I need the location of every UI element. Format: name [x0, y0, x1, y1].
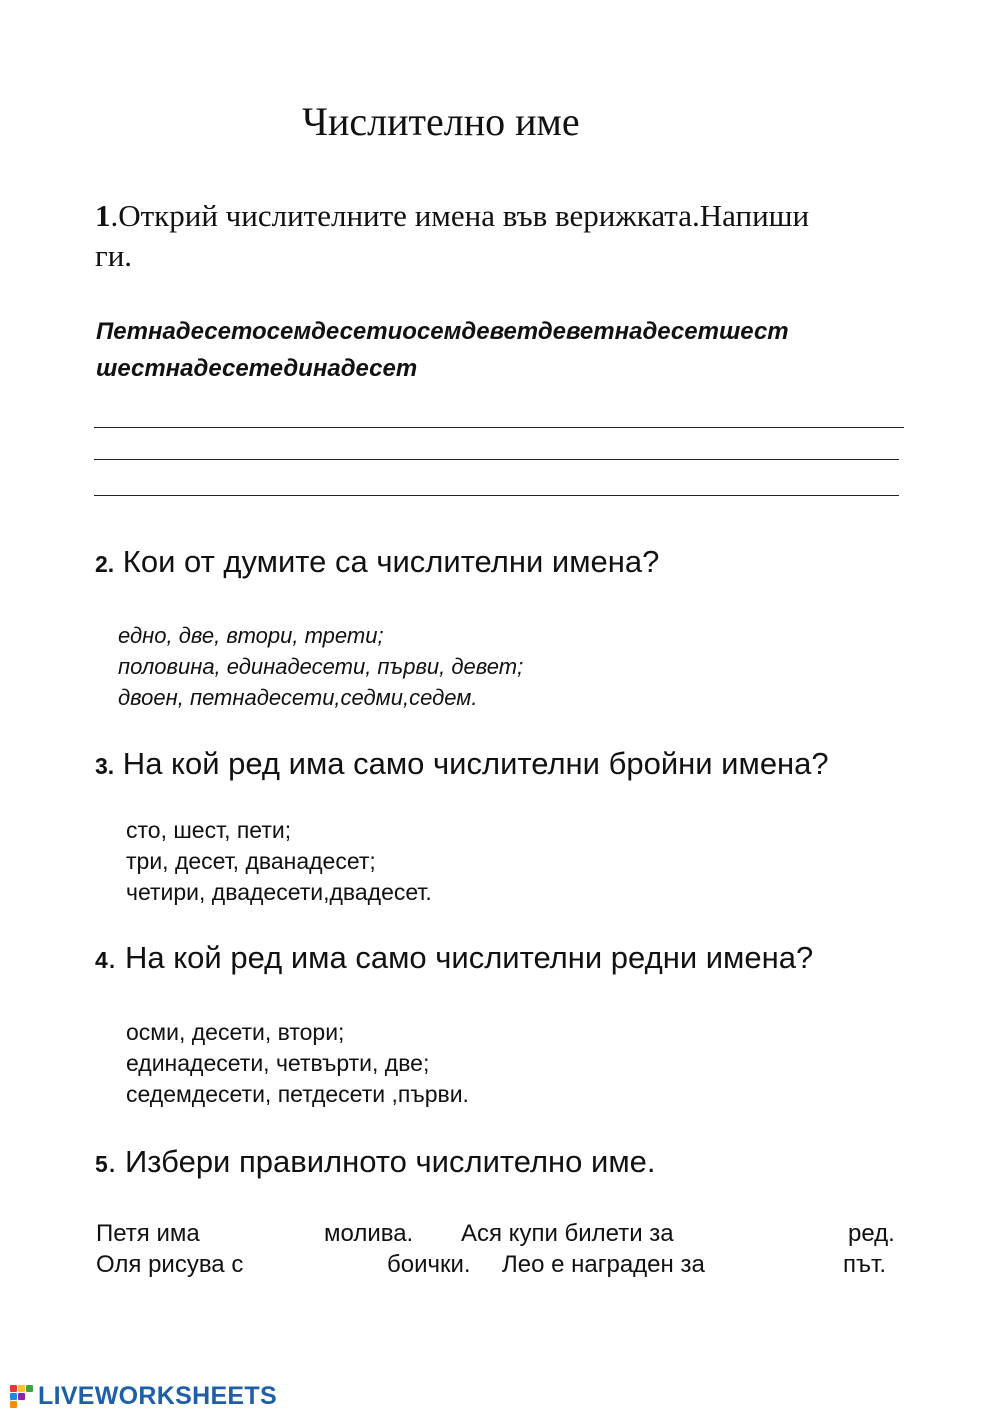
sentence3-start: Оля рисува с	[96, 1251, 244, 1278]
task4-heading	[95, 940, 813, 976]
answer-line-3[interactable]	[94, 495, 899, 496]
task4-option-3[interactable]: седемдесети, петдесети ,първи.	[126, 1081, 469, 1107]
task3-heading	[95, 746, 829, 782]
task3-number: 3.	[95, 753, 115, 779]
task4-option-2[interactable]: единадесети, четвърти, две;	[126, 1050, 430, 1076]
sentence3-end: боички.	[387, 1251, 471, 1278]
task4-number: 4	[95, 947, 108, 973]
task3-option-1[interactable]: сто, шест, пети;	[126, 817, 292, 843]
task2-number: 2.	[95, 551, 115, 577]
task3-option-2[interactable]: три, десет, дванадесет;	[126, 848, 376, 874]
task1-text-line2: ги.	[95, 238, 133, 273]
logo-text: LIVEWORKSHEETS	[38, 1382, 277, 1410]
answer-line-2[interactable]	[94, 459, 899, 460]
task4-option-1[interactable]: осми, десети, втори;	[126, 1019, 345, 1045]
task2-option-2[interactable]: половина, единадесети, първи, девет;	[118, 654, 524, 679]
task3-text: На кой ред има само числителни бройни имена?	[114, 746, 829, 781]
task2-text: Кои от думите са числителни имена?	[114, 544, 660, 579]
sentence2-start: Ася купи билети за	[461, 1220, 674, 1247]
page-title: Числително име	[302, 99, 580, 144]
sentence1-start: Петя има	[96, 1220, 200, 1247]
liveworksheets-logo	[10, 1382, 277, 1411]
sentence4-end: път.	[843, 1251, 886, 1278]
logo-blocks-icon	[10, 1385, 34, 1409]
task2-option-1[interactable]: едно, две, втори, трети;	[118, 623, 384, 648]
task3-option-3[interactable]: четири, двадесети,двадесет.	[126, 879, 432, 905]
task1-text-line1: .Открий числителните имена във верижката.Напиши	[110, 198, 810, 233]
task4-text: . На кой ред има само числителни редни имена?	[107, 940, 814, 975]
task5-heading	[95, 1144, 656, 1180]
sentence1-end: молива.	[324, 1220, 414, 1247]
number-chain-line2: шестнадесетединадесет	[96, 355, 418, 382]
task5-text: . Избери правилното числително име.	[107, 1144, 656, 1179]
task1-number: 1	[95, 198, 111, 233]
sentence2-end: ред.	[848, 1220, 895, 1247]
task2-option-3[interactable]: двоен, петнадесети,седми,седем.	[118, 685, 478, 710]
answer-line-1[interactable]	[94, 427, 904, 428]
task5-number: 5	[95, 1151, 108, 1177]
number-chain-line1: Петнадесетосемдесетиосемдеветдеветнадесетшест	[96, 318, 789, 345]
task2-heading	[95, 544, 659, 580]
sentence4-start: Лео е награден за	[502, 1251, 705, 1278]
task1-instruction	[95, 198, 809, 234]
